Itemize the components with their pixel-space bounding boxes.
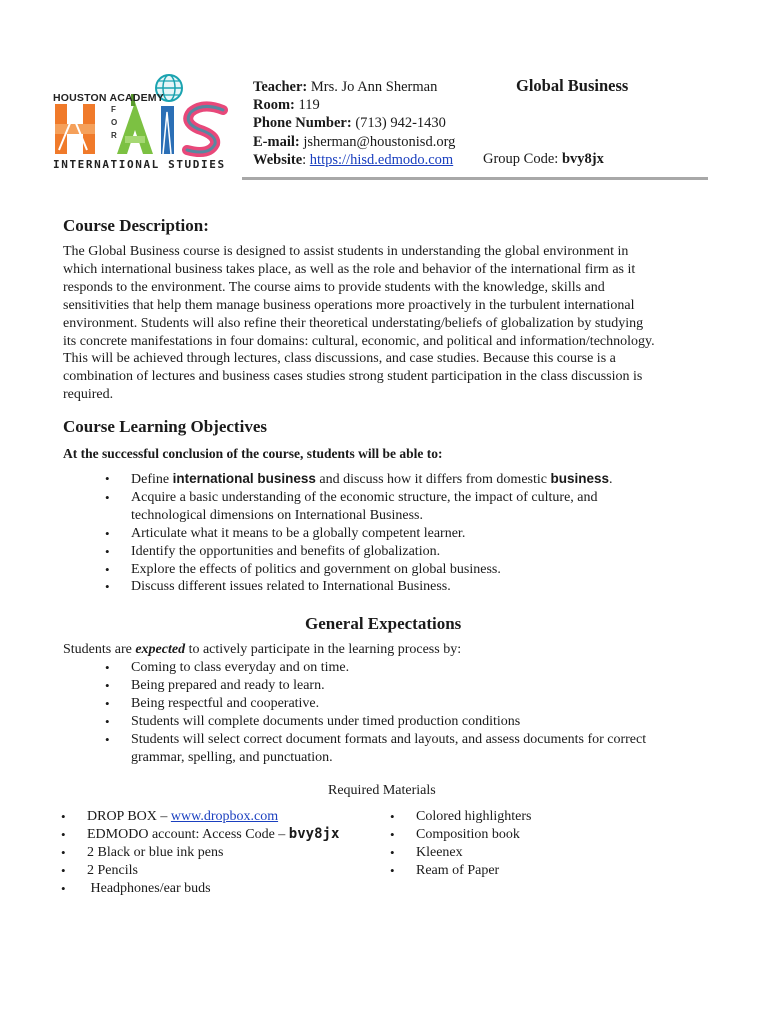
objective-text: Articulate what it means to be a globally competent learner. — [131, 525, 466, 541]
objective-text: and discuss how it differs from domestic — [315, 472, 551, 487]
dropbox-link[interactable]: www.dropbox.com — [170, 809, 279, 824]
expectation-text: Being respectful and cooperative. — [131, 695, 320, 711]
bullet-icon: • — [105, 677, 110, 693]
expectation-text: Students will complete documents under timed production conditions — [131, 713, 521, 729]
expectations-intro-text: Students are — [63, 642, 136, 657]
expectation-text: Students will select correct document formats and layouts, and assess documents for correct — [131, 731, 647, 747]
objective-text: Acquire a basic understanding of the economic structure, the impact of culture, and — [131, 489, 598, 505]
expectations-intro-text: to actively participate in the learning process by: — [185, 642, 462, 657]
school-logo — [53, 72, 231, 174]
list-item — [105, 731, 646, 749]
bullet-icon: • — [390, 844, 395, 860]
required-materials-heading: Required Materials — [328, 783, 436, 798]
list-item — [390, 844, 532, 862]
letter-s-art — [187, 106, 223, 152]
expectations-intro — [63, 642, 461, 658]
list-item — [105, 713, 646, 731]
list-item — [105, 470, 613, 489]
bullet-icon: • — [105, 731, 110, 747]
materials-list-right — [390, 808, 532, 880]
list-item — [61, 844, 339, 862]
objectives-intro: At the successful conclusion of the course, students will be able to: — [63, 446, 443, 461]
bullet-icon: • — [105, 543, 110, 559]
letter-i-art — [161, 106, 174, 154]
bullet-icon: • — [61, 844, 66, 860]
course-title: Global Business — [516, 76, 629, 95]
edmodo-access-code: bvy8jx — [288, 825, 340, 842]
bullet-icon: • — [105, 695, 110, 711]
list-item — [105, 525, 613, 543]
list-item-continuation — [105, 749, 646, 767]
email-address: jsherman@houstonisd.org — [303, 133, 456, 150]
phone-number: (713) 942-1430 — [355, 115, 446, 132]
material-text: Ream of Paper — [416, 862, 500, 878]
expectation-text: Coming to class everyday and on time. — [131, 660, 350, 675]
bullet-icon: • — [105, 579, 110, 595]
materials-list-left — [61, 808, 339, 898]
bullet-icon: • — [61, 826, 66, 842]
logo-for-letter: F — [111, 105, 116, 114]
objective-text: . — [609, 472, 613, 487]
objective-text: technological dimensions on International Business. — [131, 507, 424, 523]
list-item — [105, 659, 646, 677]
bullet-icon: • — [390, 826, 395, 842]
expectations-list — [105, 659, 646, 766]
bullet-icon: • — [61, 862, 66, 878]
logo-for-letter: O — [111, 118, 118, 127]
group-code-value: bvy8jx — [561, 151, 604, 167]
objective-text: Explore the effects of politics and government on global business. — [131, 561, 501, 577]
room-row — [253, 96, 455, 114]
group-code — [483, 151, 604, 168]
group-code-label: Group Code: — [483, 151, 559, 167]
description-line: This will be achieved through lectures, class discussions, and case studies. Because this course is a — [63, 351, 616, 367]
description-line: sensitivities that help them manage business operations more proactively in the turbulent international — [63, 297, 635, 313]
expectation-text: grammar, spelling, and punctuation. — [131, 749, 333, 765]
material-text: 2 Pencils — [87, 862, 138, 878]
teacher-row — [253, 78, 455, 96]
logo-for-letter: R — [111, 131, 117, 140]
logo-school-name-top: HOUSTON ACADEMY — [53, 92, 164, 104]
material-text: Headphones/ear buds — [87, 880, 211, 896]
description-line: responds to the environment. The course aims to provide students with the knowledge, skills and — [63, 279, 605, 295]
list-item — [390, 808, 532, 826]
description-line: its concrete manifestations in four domains: cultural, economic, and political and information/technology. — [63, 333, 655, 349]
description-line: required. — [63, 387, 114, 403]
letter-h-art — [55, 104, 95, 154]
website-label: Website — [253, 151, 303, 168]
list-item-continuation — [105, 507, 613, 525]
general-expectations-heading: General Expectations — [305, 614, 462, 633]
list-item — [390, 862, 532, 880]
bullet-icon: • — [105, 525, 110, 541]
bullet-icon: • — [61, 809, 66, 824]
list-item — [105, 489, 613, 507]
bullet-icon: • — [390, 862, 395, 878]
bullet-icon: • — [61, 880, 66, 896]
learning-objectives-heading: Course Learning Objectives — [63, 417, 267, 436]
list-item — [61, 880, 339, 898]
list-item — [105, 578, 613, 596]
material-text: Colored highlighters — [416, 809, 532, 824]
objective-bold-term: business — [550, 471, 610, 486]
description-line: combination of lectures and business cases studies strong student participation in the class discussion is — [63, 369, 643, 385]
objective-text: Define — [131, 472, 173, 487]
material-text: Kleenex — [416, 844, 463, 860]
teacher-label: Teacher: — [253, 79, 308, 95]
logo-school-name-bottom: INTERNATIONAL STUDIES — [53, 158, 226, 171]
bullet-icon: • — [105, 489, 110, 505]
list-item — [105, 695, 646, 713]
objectives-list — [105, 470, 613, 596]
expectations-emphasis: expected — [135, 642, 186, 657]
phone-label: Phone Number: — [253, 115, 352, 132]
list-item — [105, 677, 646, 695]
room-label: Room: — [253, 97, 295, 114]
list-item — [61, 808, 339, 826]
header-divider — [242, 177, 708, 180]
list-item — [105, 543, 613, 561]
teacher-info — [253, 78, 455, 169]
objective-text: Discuss different issues related to International Business. — [131, 579, 451, 595]
list-item — [390, 826, 532, 844]
bullet-icon: • — [390, 809, 395, 824]
objective-bold-term: international business — [172, 471, 316, 486]
description-line: environment. Students will also refine their theoretical understating/beliefs of globalization by studying — [63, 315, 644, 331]
bullet-icon: • — [105, 660, 110, 675]
description-line: which international business takes place, as well as the role and behavior of the international firm as it — [63, 261, 636, 277]
list-item — [61, 826, 339, 844]
description-line: The Global Business course is designed to assist students in understanding the global environment in — [63, 244, 629, 259]
expectation-text: Being prepared and ready to learn. — [131, 677, 325, 693]
list-item — [105, 561, 613, 579]
material-text: Composition book — [416, 826, 520, 842]
objective-text: Identify the opportunities and benefits of globalization. — [131, 543, 441, 559]
material-text: 2 Black or blue ink pens — [87, 844, 224, 860]
course-description-body — [63, 243, 713, 404]
bullet-icon: • — [105, 561, 110, 577]
material-text: DROP BOX – — [87, 809, 171, 824]
phone-row — [253, 114, 455, 132]
email-label: E-mail: — [253, 133, 300, 150]
bullet-icon: • — [105, 713, 110, 729]
teacher-name: Mrs. Jo Ann Sherman — [310, 79, 438, 95]
room-number: 119 — [298, 97, 320, 114]
course-description-heading: Course Description: — [63, 216, 209, 235]
bullet-icon: • — [105, 471, 110, 486]
website-link[interactable]: https://hisd.edmodo.com — [309, 151, 454, 168]
material-text: EDMODO account: Access Code – — [87, 826, 289, 842]
list-item — [61, 862, 339, 880]
email-row — [253, 133, 455, 151]
website-row: Website: https://hisd.edmodo.com — [253, 151, 454, 168]
